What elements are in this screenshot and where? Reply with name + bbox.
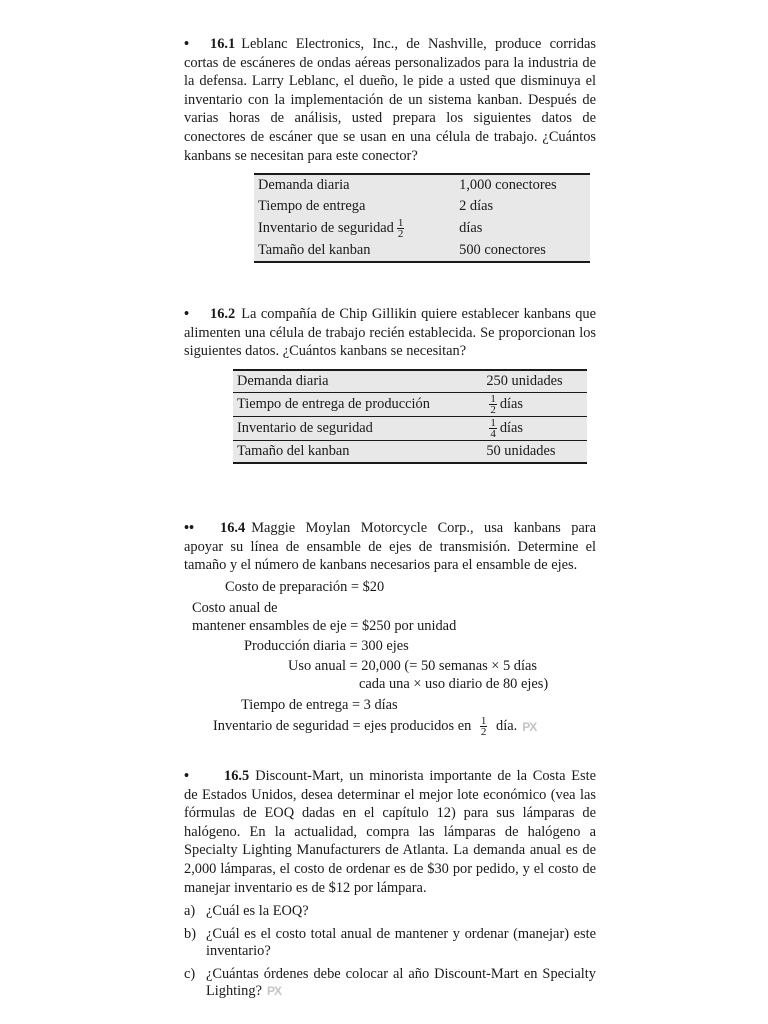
holding-cost-line-2: mantener ensambles de eje = $250 por unidad — [192, 618, 457, 634]
row-value: 250 unidades — [486, 372, 563, 389]
annual-usage-line-2: cada una × uso diario de 80 ejes) — [359, 676, 549, 692]
safety-stock-line — [213, 716, 536, 737]
fraction — [489, 394, 497, 415]
row-value: 50 unidades — [482, 440, 587, 463]
question-list — [184, 903, 596, 1001]
table-row — [233, 416, 587, 440]
problem-number: 16.4 — [220, 520, 246, 536]
problem-statement: Leblanc Electronics, Inc., de Nashville, produce corridas cortas de escáneres de ondas aéreas personalizados para la industria de la defensa. Larry Leblanc, el dueño, le pide a usted que disminuya el inventario con la implementación de un sistema kanban. Después de varias horas de análisis, usted prepara los siguientes datos de conectores de escáner que se usan en una célula de trabajo. ¿Cuántos kanbans se necesitan para este conector? — [184, 36, 596, 164]
row-label: Demanda diaria — [237, 372, 329, 389]
problem-16-5 — [184, 767, 596, 1006]
item-text-content: ¿Cuántas órdenes debe colocar al año Discount-Mart en Specialty Lighting? — [206, 965, 596, 1000]
fraction-denominator: 2 — [480, 726, 487, 738]
row-value-text: días — [499, 419, 523, 436]
row-label: Demanda diaria — [258, 177, 350, 194]
table-row — [233, 440, 587, 463]
fraction-numerator: 1 — [490, 392, 496, 405]
table-row — [233, 370, 587, 393]
item-label: a) — [184, 903, 196, 920]
difficulty-bullet: • — [184, 768, 190, 784]
table-row — [254, 217, 590, 240]
item-text: ¿Cuál es la EOQ? — [206, 903, 309, 920]
safety-stock-text: Inventario de seguridad = ejes producidos en — [213, 717, 472, 734]
row-label: Tamaño del kanban — [233, 440, 482, 463]
fraction-numerator: 1 — [490, 416, 496, 429]
problem-16-5-text — [184, 767, 596, 897]
row-label: Tiempo de entrega de producción — [233, 392, 482, 416]
fraction-numerator: 1 — [480, 715, 487, 727]
annual-usage-line-1: Uso anual = 20,000 (= 50 semanas × 5 días — [288, 658, 537, 674]
row-value-text: días — [499, 395, 523, 412]
problem-number: 16.5 — [224, 768, 250, 784]
problem-16-1-text — [184, 35, 596, 165]
list-item — [184, 903, 596, 921]
fraction — [480, 716, 488, 737]
row-label: Inventario de seguridad — [233, 416, 482, 440]
difficulty-bullet: • — [184, 306, 190, 322]
item-text: ¿Cuál es el costo total anual de mantener y ordenar (manejar) este inventario? — [206, 925, 596, 960]
row-label — [254, 217, 455, 240]
problem-16-2 — [184, 305, 596, 464]
px-icon: PX — [266, 984, 281, 999]
holding-cost-line-1: Costo anual de — [192, 600, 278, 616]
px-icon: PX — [522, 719, 537, 734]
problem-16-4-text — [184, 519, 596, 575]
difficulty-bullet: • — [184, 36, 190, 52]
fraction — [397, 218, 405, 239]
row-label-text: Inventario de seguridad — [258, 219, 394, 236]
fraction-denominator: 4 — [490, 427, 496, 440]
setup-cost-line: Costo de preparación = $20 — [225, 579, 385, 595]
fraction — [489, 418, 497, 439]
fraction-denominator: 2 — [490, 403, 496, 416]
table-row — [254, 240, 590, 262]
row-value — [482, 416, 587, 440]
problem-number: 16.1 — [210, 36, 236, 52]
list-item — [184, 966, 596, 1001]
item-label: b) — [184, 925, 196, 942]
fraction-numerator: 1 — [397, 217, 404, 230]
row-value: 500 conectores — [459, 242, 546, 259]
problem-statement: Discount-Mart, un minorista importante de la Costa Este de Estados Unidos, desea determinar el mejor lote económico (vea las fórmulas de EOQ dadas en el capítulo 12) para sus lámparas de halógeno. En la actualidad, compra las lámparas de halógeno a Specialty Lighting Manufacturers de Atlanta. La demanda anual es de 2,000 lámparas, el costo de ordenar es de $30 por pedido, y el costo de manejar inventario es de $12 por lámpara. — [184, 768, 596, 896]
table-row — [233, 392, 587, 416]
row-label: Tamaño del kanban — [258, 242, 371, 259]
row-value — [482, 392, 587, 416]
item-text — [206, 966, 596, 1001]
problem-16-1 — [184, 35, 596, 263]
safety-stock-unit: día. — [496, 717, 518, 734]
problem-statement: Maggie Moylan Motorcycle Corp., usa kanbans para apoyar su línea de ensamble de ejes de transmisión. Determine el tamaño y el número de kanbans necesarios para el ensamble de ejes. — [184, 520, 596, 574]
problem-number: 16.2 — [210, 306, 236, 322]
row-value: 1,000 conectores — [459, 177, 557, 194]
daily-production-line: Producción diaria = 300 ejes — [244, 638, 409, 654]
row-label: Tiempo de entrega — [258, 198, 366, 215]
data-table-16-1 — [254, 173, 590, 263]
difficulty-bullet: •• — [184, 520, 195, 536]
table-row — [254, 196, 590, 217]
row-value: días — [459, 220, 483, 237]
problem-16-4 — [184, 519, 596, 575]
list-item — [184, 926, 596, 961]
problem-statement: La compañía de Chip Gillikin quiere establecer kanbans que alimenten una célula de trabajo recién establecida. Se proporcionan los siguientes datos. ¿Cuántos kanbans se necesitan? — [184, 306, 596, 360]
table-row — [254, 174, 590, 196]
data-table-16-2 — [233, 369, 587, 464]
item-label: c) — [184, 965, 196, 982]
row-value: 2 días — [459, 198, 494, 215]
fraction-denominator: 2 — [397, 228, 404, 241]
lead-time-line: Tiempo de entrega = 3 días — [241, 697, 398, 713]
problem-16-2-text — [184, 305, 596, 361]
